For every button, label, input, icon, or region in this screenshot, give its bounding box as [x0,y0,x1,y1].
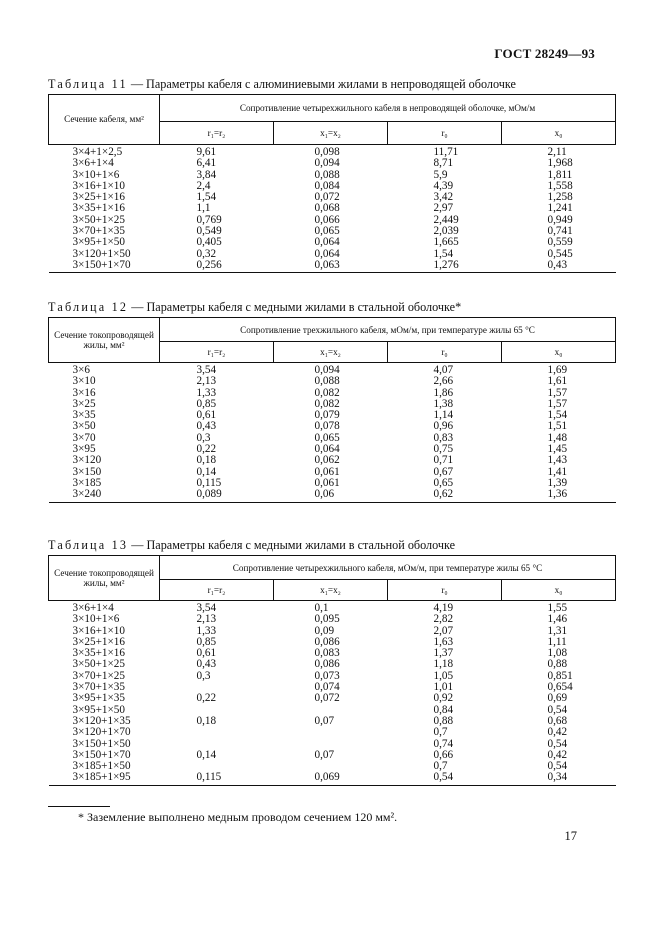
cell-r1 [160,682,274,693]
cell-section: 3×50+1×25 [72,658,125,671]
table-row [49,363,616,377]
cell-x1: 0,094 [314,157,340,170]
cell-x0: 1,241 [547,202,573,215]
table-13-caption [48,538,455,553]
cell-x1: 0,088 [314,168,340,181]
cell-r1: 0,769 [196,213,222,226]
cell-x0: 1,36 [502,489,616,502]
cell-x1: 0,069 [274,772,388,785]
cell-r1: 1,33 [196,386,217,399]
cell-r0: 2,97 [433,202,454,215]
cell-r0: 1,665 [433,236,459,249]
cell-section: 3×120+1×35 [72,714,131,727]
cell-r0: 2,07 [433,624,454,637]
cell-r1: 1,33 [196,624,217,637]
cell-r0: 3,42 [433,191,454,204]
cell-x0: 1,69 [547,364,568,376]
table-13 [48,555,616,786]
cell-x1: 0,078 [314,420,340,433]
cell-section: 3×10+1×6 [72,168,120,181]
cell-section: 3×16 [72,386,96,399]
cell-r1: 2,13 [196,613,217,626]
cell-x0: 1,31 [547,624,568,637]
cell-r1: 0,549 [196,225,222,238]
table-11-group-header: Сопротивление четырехжильного кабеля в непроводящей оболочке, мОм/м [160,95,616,122]
cell-x0: 0,88 [547,658,568,671]
table-12-caption-text: — Параметры кабеля с медными жилами в стальной оболочке* [128,300,462,314]
cell-section: 3×6 [72,364,90,376]
cell-r0: 8,71 [433,157,454,170]
cell-r0: 1,276 [388,260,502,273]
cell-r1: 3,54 [196,364,217,376]
cell-r0: 5,9 [433,168,448,181]
table-13-caption-label: Таблица 13 [48,538,129,552]
table-13-caption-text: — Параметры кабеля с медными жилами в стальной оболочке [128,538,456,552]
table-13-subheader: x₁=x₂ [274,580,388,601]
cell-section: 3×70+1×35 [72,681,125,694]
cell-r1: 0,43 [196,420,217,433]
cell-r1: 0,61 [196,409,217,422]
cell-section: 3×95+1×50 [72,703,125,716]
cell-section: 3×16+1×10 [72,624,125,637]
table-12-subheader: r₁=r₂ [160,342,274,363]
cell-r0: 0,65 [433,476,454,489]
cell-r0: 0,88 [433,714,454,727]
cell-r0: 1,37 [433,647,454,660]
table-11-caption-label: Таблица 11 [48,77,128,91]
cell-x1: 0,065 [314,431,340,444]
cell-r0: 1,14 [433,409,454,422]
cell-r0: 0,71 [433,454,454,467]
table-12-subheader: r₀ [388,342,502,363]
cell-r1: 0,115 [160,772,274,785]
cell-x0: 1,39 [547,476,568,489]
cell-r0: 11,71 [433,146,459,158]
table-row [49,145,616,159]
cell-x1: 0,064 [314,247,340,260]
cell-r0: 0,54 [388,772,502,785]
table-12-subheader: x₀ [502,342,616,363]
cell-r0: 1,63 [433,635,454,648]
table-12-caption-label: Таблица 12 [48,300,129,314]
cell-x0: 1,46 [547,613,568,626]
footnote-divider [48,806,110,807]
cell-r1: 3,84 [196,168,217,181]
cell-x1: 0,074 [314,681,340,694]
table-row [49,750,616,761]
cell-x0: 0,949 [547,213,573,226]
cell-r1: 0,3 [196,669,211,682]
table-12 [48,317,616,503]
cell-x1: 0,086 [314,658,340,671]
table-11-row-header: Сечение кабеля, мм² [49,95,160,145]
cell-r1: 1,1 [196,202,211,215]
table-12-row-header: Сечение токопроводящей жилы, мм² [49,318,160,363]
cell-x0: 0,559 [547,236,573,249]
cell-section: 3×25+1×16 [72,635,125,648]
cell-x0: 0,851 [547,669,573,682]
cell-r0: 2,039 [433,225,459,238]
cell-section: 3×150+1×70 [49,260,160,273]
cell-r0: 0,92 [433,692,454,705]
cell-x0: 0,54 [547,703,568,716]
cell-section: 3×120 [72,454,102,467]
cell-x1: 0,086 [314,635,340,648]
cell-x0: 0,43 [502,260,616,273]
cell-x1: 0,072 [314,692,340,705]
cell-r0: 0,83 [433,431,454,444]
cell-r1 [160,727,274,738]
cell-r0: 2,66 [433,375,454,388]
cell-x0: 1,43 [547,454,568,467]
cell-section: 3×35+1×16 [72,202,125,215]
cell-x1: 0,082 [314,397,340,410]
cell-x0: 0,54 [547,760,568,773]
cell-x1: 0,1 [314,602,329,614]
table-row [49,716,616,727]
table-row [49,237,616,248]
table-row [49,158,616,169]
cell-section: 3×150+1×50 [72,737,131,750]
cell-section: 3×120+1×50 [72,247,131,260]
cell-section: 3×185 [72,476,102,489]
table-row [49,693,616,704]
cell-x0: 0,42 [547,726,568,739]
cell-section: 3×150+1×70 [72,748,131,761]
cell-r1: 0,3 [196,431,211,444]
cell-x1: 0,073 [314,669,340,682]
cell-r1: 0,18 [196,454,217,467]
table-11-subheader: x₀ [502,122,616,145]
cell-x1: 0,088 [314,375,340,388]
table-row [49,772,616,785]
table-11-caption [48,77,516,92]
cell-r0: 2,449 [433,213,459,226]
cell-x0: 1,08 [547,647,568,660]
cell-r1 [160,739,274,750]
cell-x0: 1,54 [547,409,568,422]
cell-section: 3×25 [72,397,96,410]
cell-x1: 0,066 [314,213,340,226]
table-row [49,260,616,273]
cell-x1: 0,065 [314,225,340,238]
cell-section: 3×35+1×16 [72,647,125,660]
cell-x1: 0,098 [314,146,340,158]
cell-section: 3×6+1×4 [72,602,114,614]
cell-x0: 1,55 [547,602,568,614]
cell-r0: 2,82 [433,613,454,626]
cell-x0: 1,57 [547,386,568,399]
cell-x1: 0,061 [314,465,340,478]
cell-r0: 0,7 [433,726,448,739]
cell-x1: 0,09 [314,624,335,637]
cell-x1: 0,084 [314,179,340,192]
cell-r1: 3,54 [196,602,217,614]
cell-section: 3×95+1×35 [72,692,125,705]
cell-r0: 4,19 [433,602,454,614]
cell-r0: 1,01 [433,681,454,694]
cell-r1: 0,32 [196,247,217,260]
cell-r0: 0,75 [433,443,454,456]
table-13-group-header: Сопротивление четырехжильного кабеля, мОм/м, при температуре жилы 65 °С [160,556,616,580]
table-12-group-header: Сопротивление трехжильного кабеля, мОм/м, при температуре жилы 65 °С [160,318,616,342]
cell-r0: 0,84 [433,703,454,716]
table-row [49,376,616,387]
cell-r1: 0,22 [196,692,217,705]
table-row [49,601,616,615]
cell-x1: 0,079 [314,409,340,422]
cell-x0: 0,545 [547,247,573,260]
cell-x1: 0,094 [314,364,340,376]
cell-r0: 1,05 [433,669,454,682]
cell-r1: 0,256 [160,260,274,273]
cell-r0: 0,66 [433,748,454,761]
cell-x0: 1,45 [547,443,568,456]
table-13-subheader: r₁=r₂ [160,580,274,601]
cell-x0: 1,968 [547,157,573,170]
table-row [49,727,616,738]
table-11-subheader: r₀ [388,122,502,145]
cell-x0: 1,57 [547,397,568,410]
cell-x1: 0,064 [314,236,340,249]
table-row [49,455,616,466]
cell-r0: 0,62 [388,489,502,502]
cell-r1: 0,115 [196,476,222,489]
table-12-subheader: x₁=x₂ [274,342,388,363]
cell-r1: 0,14 [196,748,217,761]
cell-r0: 1,86 [433,386,454,399]
cell-r1: 0,405 [196,236,222,249]
cell-section: 3×70+1×25 [72,669,125,682]
table-11-subheader: x₁=x₂ [274,122,388,145]
cell-section: 3×10+1×6 [72,613,120,626]
cell-x1 [274,727,388,738]
cell-x0: 1,48 [547,431,568,444]
cell-x1: 0,095 [314,613,340,626]
cell-r1: 0,22 [196,443,217,456]
document-header: ГОСТ 28249—93 [494,46,595,61]
table-11 [48,94,616,273]
cell-x0: 1,258 [547,191,573,204]
cell-r0: 0,7 [433,760,448,773]
cell-r1: 1,54 [196,191,217,204]
cell-x1: 0,063 [274,260,388,273]
cell-section: 3×70+1×35 [72,225,125,238]
cell-r0: 4,39 [433,179,454,192]
cell-x1: 0,083 [314,647,340,660]
table-row [49,489,616,502]
table-11-caption-text: — Параметры кабеля с алюминиевыми жилами в непроводящей оболочке [127,77,516,91]
cell-section: 3×240 [49,489,160,502]
cell-r1: 0,18 [196,714,217,727]
cell-x1: 0,07 [314,748,335,761]
cell-x0: 1,61 [547,375,568,388]
cell-x0: 1,558 [547,179,573,192]
cell-x1: 0,068 [314,202,340,215]
footnote: * Заземление выполнено медным проводом сечением 120 мм². [78,810,398,824]
cell-x1: 0,06 [274,489,388,502]
cell-r1: 2,4 [196,179,211,192]
cell-x0: 0,34 [502,772,616,785]
cell-section: 3×25+1×16 [72,191,125,204]
cell-x1: 0,064 [314,443,340,456]
cell-r0: 0,96 [433,420,454,433]
table-12-caption [48,300,461,315]
cell-x0: 0,42 [547,748,568,761]
cell-x0: 0,68 [547,714,568,727]
cell-x0: 1,11 [547,635,567,648]
cell-r0: 1,38 [433,397,454,410]
cell-x1: 0,061 [314,476,340,489]
cell-x0: 1,41 [547,465,568,478]
cell-section: 3×70 [72,431,96,444]
cell-r1: 0,089 [160,489,274,502]
cell-x1: 0,082 [314,386,340,399]
table-13-subheader: r₀ [388,580,502,601]
cell-section: 3×50+1×25 [72,213,125,226]
cell-section: 3×185+1×95 [49,772,160,785]
cell-r0: 1,54 [433,247,454,260]
cell-r0: 0,74 [433,737,454,750]
cell-r1: 2,13 [196,375,217,388]
cell-r0: 4,07 [433,364,454,376]
cell-r1: 9,61 [196,146,217,158]
cell-section: 3×6+1×4 [72,157,114,170]
cell-section: 3×10 [72,375,96,388]
cell-r1: 0,14 [196,465,217,478]
cell-x0: 1,811 [547,168,573,181]
cell-r1 [160,705,274,716]
table-13-subheader: x₀ [502,580,616,601]
cell-section: 3×16+1×10 [72,179,125,192]
cell-r1: 0,43 [196,658,217,671]
cell-r1: 6,41 [196,157,217,170]
cell-x0: 0,69 [547,692,568,705]
cell-x0: 0,654 [547,681,573,694]
cell-x0: 0,741 [547,225,573,238]
cell-r1: 0,85 [196,397,217,410]
table-11-subheader: r₁=r₂ [160,122,274,145]
cell-r0: 1,18 [433,658,454,671]
cell-x0: 1,51 [547,420,568,433]
cell-section: 3×150 [72,465,102,478]
cell-r1: 0,85 [196,635,217,648]
cell-section: 3×120+1×70 [72,726,131,739]
cell-section: 3×95+1×50 [72,236,125,249]
table-13-row-header: Сечение токопроводящей жилы, мм² [49,556,160,601]
table-row [49,614,616,625]
cell-x1: 0,07 [314,714,335,727]
page-number: 17 [564,829,577,843]
cell-x0: 2,11 [547,146,567,158]
cell-r1: 0,61 [196,647,217,660]
cell-section: 3×4+1×2,5 [72,146,123,158]
cell-x1: 0,072 [314,191,340,204]
cell-r0: 0,67 [433,465,454,478]
cell-section: 3×50 [72,420,96,433]
cell-section: 3×35 [72,409,96,422]
cell-x0: 0,54 [547,737,568,750]
cell-section: 3×95 [72,443,96,456]
cell-x1: 0,062 [314,454,340,467]
cell-section: 3×185+1×50 [72,760,131,773]
